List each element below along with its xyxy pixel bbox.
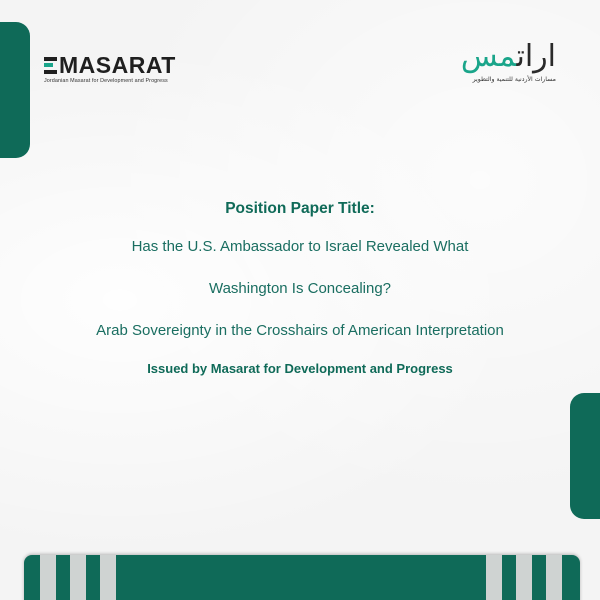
- bar-stripe: [100, 555, 116, 600]
- document-title-block: [0, 200, 600, 376]
- logo-e-mark-icon: [44, 57, 57, 74]
- bar-stripe: [40, 555, 56, 600]
- title-line-1: Has the U.S. Ambassador to Israel Revealed What: [131, 238, 469, 255]
- title-line-2: Washington Is Concealing?: [208, 280, 392, 297]
- arabic-logo-tagline: مسارات الأردنية للتنمية والتطوير: [472, 76, 556, 83]
- decorative-tab-right: [570, 393, 600, 519]
- arabic-logo-name-rest: ارات: [516, 39, 556, 74]
- masarat-arabic-logo: [460, 39, 556, 83]
- bar-stripe: [70, 555, 86, 600]
- logo-wordmark: [44, 54, 179, 76]
- bar-stripe: [486, 555, 502, 600]
- bottom-decorative-bar: [24, 555, 580, 600]
- logo-name: MASARAT: [59, 52, 176, 78]
- arabic-logo-name-accent: مس: [460, 39, 517, 74]
- masarat-english-logo: [44, 54, 179, 84]
- bar-stripe: [516, 555, 532, 600]
- title-label: Position Paper Title:: [225, 200, 375, 217]
- bar-stripe: [546, 555, 562, 600]
- arabic-logo-name: [460, 39, 556, 74]
- subtitle: Arab Sovereignty in the Crosshairs of American Interpretation: [96, 322, 504, 339]
- issued-by: Issued by Masarat for Development and Progress: [147, 361, 453, 376]
- decorative-tab-left: [0, 22, 30, 158]
- logo-tagline: Jordanian Masarat for Development and Progress: [44, 78, 168, 84]
